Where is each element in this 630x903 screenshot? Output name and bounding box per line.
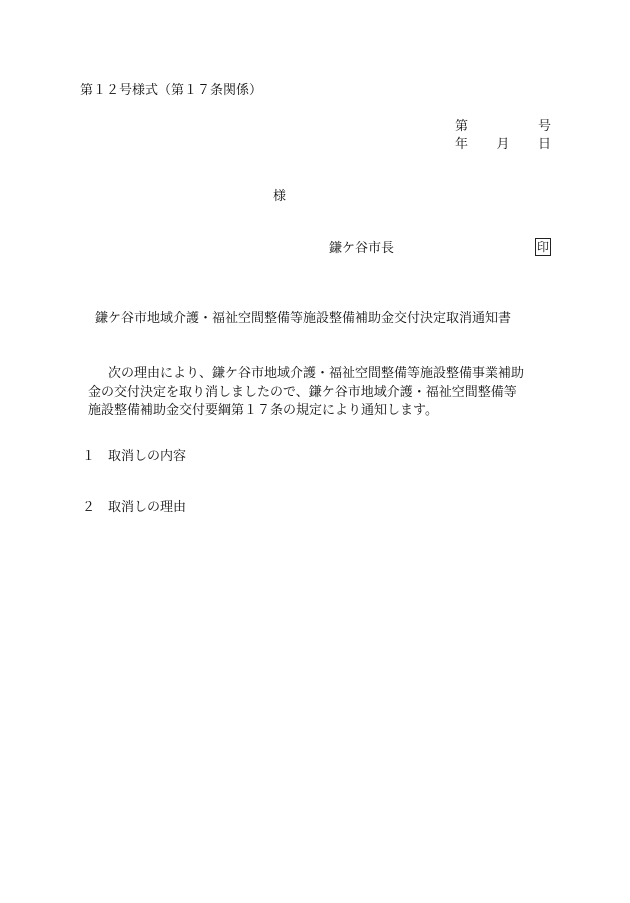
section-label: 取消しの内容 bbox=[108, 449, 187, 464]
document-number-prefix: 第 bbox=[455, 119, 469, 134]
addressee-honorific: 様 bbox=[273, 189, 287, 204]
section-label: 取消しの理由 bbox=[108, 500, 187, 515]
document-number-line bbox=[455, 120, 551, 133]
section-cancellation-reason bbox=[82, 501, 186, 514]
notice-body-line: 次の理由により、鎌ケ谷市地域介護・福祉空間整備等施設整備事業補助 bbox=[108, 366, 525, 381]
date-month: 月 bbox=[496, 137, 510, 152]
issuer-name: 鎌ケ谷市長 bbox=[329, 241, 395, 256]
seal-mark: 印 bbox=[536, 240, 549, 254]
notice-body bbox=[88, 365, 558, 421]
document-number-suffix: 号 bbox=[537, 119, 551, 134]
date-year: 年 bbox=[455, 137, 469, 152]
notice-body-line: 金の交付決定を取り消しましたので、鎌ケ谷市地域介護・福祉空間整備等 bbox=[88, 384, 517, 400]
form-label: 第１２号様式（第１７条関係） bbox=[80, 83, 263, 98]
document-title: 鎌ケ谷市地域介護・福祉空間整備等施設整備補助金交付決定取消通知書 bbox=[95, 311, 512, 326]
date-day: 日 bbox=[537, 137, 551, 152]
section-number: ２ bbox=[82, 500, 96, 515]
date-line bbox=[455, 138, 551, 151]
section-cancellation-content bbox=[82, 450, 186, 463]
section-number: １ bbox=[82, 449, 96, 464]
notice-body-line: 施設整備補助金交付要綱第１７条の規定により通知します。 bbox=[88, 403, 438, 418]
